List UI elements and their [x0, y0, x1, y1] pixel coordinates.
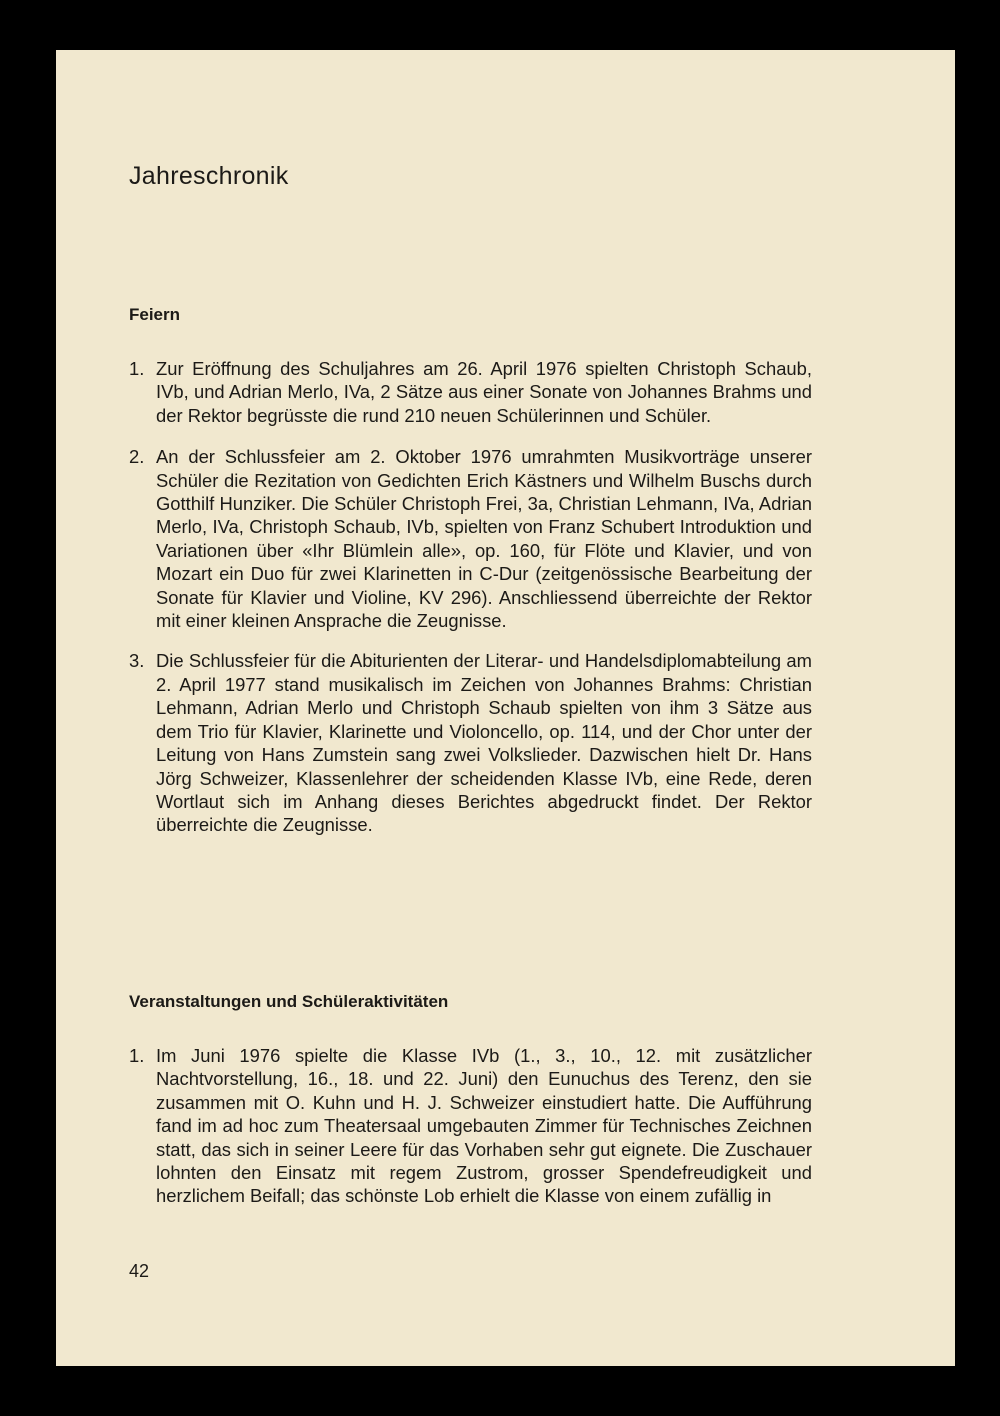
list-item-text: An der Schlussfeier am 2. Oktober 1976 umrahmten Musikvorträge unserer Schüler die Rezitation von Gedichten Erich Kästners und Wilhelm Buschs durch Gotthilf Hunziker. Die Schüler Christoph Frei, 3a, Christian Lehmann, IVa, Adrian Merlo, IVa, Christoph Schaub, IVb, spielten von Franz Schubert Introduktion und Variationen über «Ihr Blümlein alle», op. 160, für Flöte und Klavier, und von Mozart ein Duo für zwei Klarinetten in C-Dur (zeitgenössische Bearbeitung der Sonate für Klavier und Violine, KV 296). Anschliessend überreichte der Rektor mit einer kleinen Ansprache die Zeugnisse.	[156, 446, 812, 632]
list-item-number: 2.	[129, 446, 145, 468]
list-item	[129, 357, 812, 427]
page-title: Jahreschronik	[129, 162, 289, 190]
list-item-text: Im Juni 1976 spielte die Klasse IVb (1., 3., 10., 12. mit zusätzlicher Nachtvorstellung, 16., 18. und 22. Juni) den Eunuchus des Terenz, den sie zusammen mit O. Kuhn und H. J. Schweizer einstudiert hatte. Die Aufführung fand im ad hoc zum Theatersaal umgebauten Zimmer für Technisches Zeichnen statt, das sich in seiner Leere für das Vorhaben sehr gut eignete. Die Zuschauer lohnten den Einsatz mit regem Zustrom, grosser Spendefreudigkeit und herzlichem Beifall; das schönste Lob erhielt die Klasse von einem zufällig in	[156, 1045, 812, 1207]
list-item	[129, 1044, 812, 1208]
feiern-list	[129, 357, 812, 837]
list-item	[129, 649, 812, 836]
section-heading-veranstaltungen: Veranstaltungen und Schüleraktivitäten	[129, 992, 449, 1011]
list-item-text: Die Schlussfeier für die Abiturienten der Literar- und Handelsdiplomabteilung am 2. April 1977 stand musikalisch im Zeichen von Johannes Brahms: Christian Lehmann, Adrian Merlo und Christoph Schaub spielten von ihm 3 Sätze aus dem Trio für Klavier, Klarinette und Violoncello, op. 114, und der Chor unter der Leitung von Hans Zumstein sang zwei Volkslieder. Dazwischen hielt Dr. Hans Jörg Schweizer, Klassenlehrer der scheidenden Klasse IVb, eine Rede, deren Wortlaut sich im Anhang dieses Berichtes abgedruckt findet. Der Rektor überreichte die Zeugnisse.	[156, 650, 812, 836]
list-item-number: 1.	[129, 1045, 145, 1066]
list-item	[129, 445, 812, 632]
document-page	[56, 50, 955, 1366]
section-heading-feiern: Feiern	[129, 305, 181, 324]
list-item-text: Zur Eröffnung des Schuljahres am 26. April 1976 spielten Christoph Schaub, IVb, und Adrian Merlo, IVa, 2 Sätze aus einer Sonate von Johannes Brahms und der Rektor begrüsste die rund 210 neuen Schülerinnen und Schüler.	[156, 358, 812, 426]
veranstaltungen-list	[129, 1044, 812, 1208]
list-item-number: 3.	[129, 650, 145, 672]
list-item-number: 1.	[129, 358, 145, 379]
page-number: 42	[129, 1261, 150, 1281]
